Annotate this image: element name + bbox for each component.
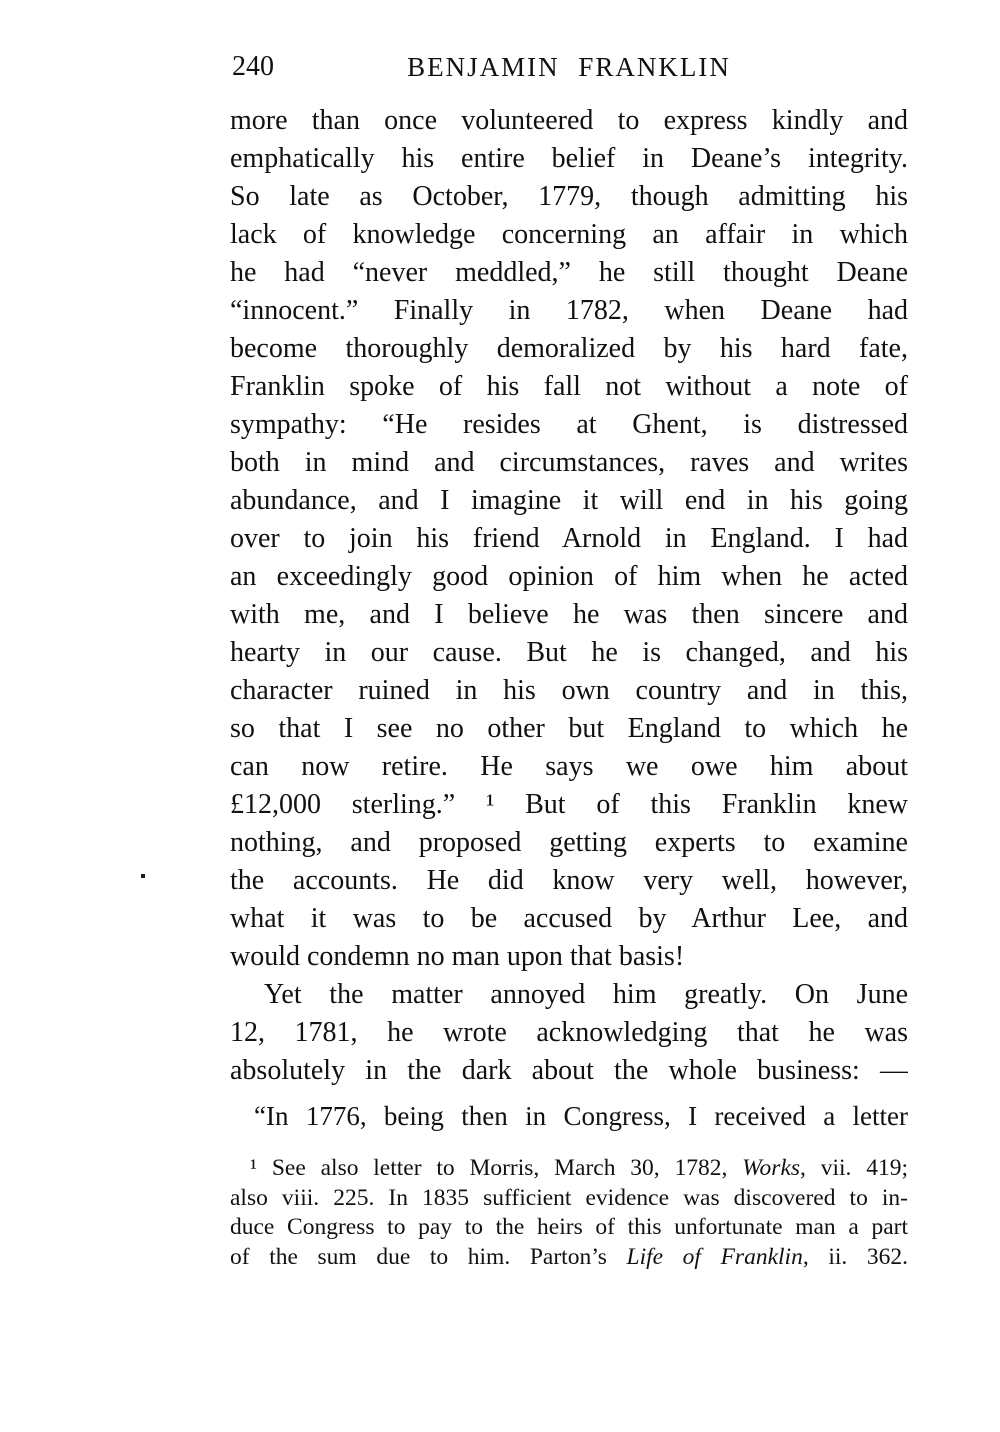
body-line: sympathy: “He resides at Ghent, is distressed — [230, 409, 908, 440]
body-line: so that I see no other but England to which he — [230, 713, 908, 744]
footnote — [230, 1154, 908, 1272]
body-line: lack of knowledge concerning an affair in which — [230, 219, 908, 250]
body-line: hearty in our cause. But he is changed, and his — [230, 637, 908, 668]
footnote-text: ¹ See also letter to Morris, March 30, 1782, — [250, 1155, 743, 1181]
ink-speck — [141, 874, 145, 878]
body-line: can now retire. He says we owe him about — [230, 751, 908, 782]
footnote-line — [230, 1213, 908, 1243]
block-quote-line: “In 1776, being then in Congress, I received a letter — [254, 1101, 908, 1131]
footnote-line — [230, 1184, 908, 1214]
body-line: emphatically his entire belief in Deane’s integrity. — [230, 143, 908, 174]
body-line: become thoroughly demoralized by his hard fate, — [230, 333, 908, 364]
running-title: BENJAMIN FRANKLIN — [407, 52, 731, 82]
body-line: abundance, and I imagine it will end in his going — [230, 485, 908, 516]
body-line-paragraph-start: Yet the matter annoyed him greatly. On June — [264, 979, 908, 1010]
footnote-line — [230, 1154, 908, 1184]
body-line: an exceedingly good opinion of him when he acted — [230, 561, 908, 592]
body-line: with me, and I believe he was then sincere and — [230, 599, 908, 630]
footnote-work-title: Works — [742, 1155, 801, 1181]
body-line: what it was to be accused by Arthur Lee, and — [230, 903, 908, 934]
body-text — [230, 102, 908, 1090]
body-line-paragraph-end: would condemn no man upon that basis! — [230, 941, 685, 972]
body-line-footnote-ref: £12,000 sterling.” ¹ But of this Franklin knew — [230, 789, 908, 820]
footnote-line — [230, 1243, 908, 1273]
footnote-text: , vii. 419; — [800, 1155, 908, 1181]
body-line: 12, 1781, he wrote acknowledging that he was — [230, 1017, 908, 1048]
body-line: he had “never meddled,” he still thought Deane — [230, 257, 908, 288]
footnote-text: , ii. 362. — [802, 1243, 908, 1270]
page-header — [230, 50, 908, 84]
footnote-text: also viii. 225. In 1835 sufficient evidence was discovered to in- — [230, 1184, 908, 1211]
body-line: nothing, and proposed getting experts to examine — [230, 827, 908, 858]
body-line: “innocent.” Finally in 1782, when Deane had — [230, 295, 908, 326]
body-line: the accounts. He did know very well, however, — [230, 865, 908, 896]
footnote-work-title: Life of Franklin — [626, 1243, 803, 1270]
body-line: over to join his friend Arnold in England. I had — [230, 523, 908, 554]
body-line: more than once volunteered to express kindly and — [230, 105, 908, 136]
body-line: So late as October, 1779, though admitting his — [230, 181, 908, 212]
body-line: both in mind and circumstances, raves and writes — [230, 447, 908, 478]
page-number: 240 — [232, 51, 274, 82]
footnote-text: of the sum due to him. Parton’s — [230, 1243, 627, 1270]
footnote-text: duce Congress to pay to the heirs of this unfortunate man a part — [230, 1214, 908, 1241]
body-line: absolutely in the dark about the whole business: — — [230, 1055, 908, 1086]
body-line: character ruined in his own country and in this, — [230, 675, 908, 706]
body-line: Franklin spoke of his fall not without a note of — [230, 371, 908, 402]
